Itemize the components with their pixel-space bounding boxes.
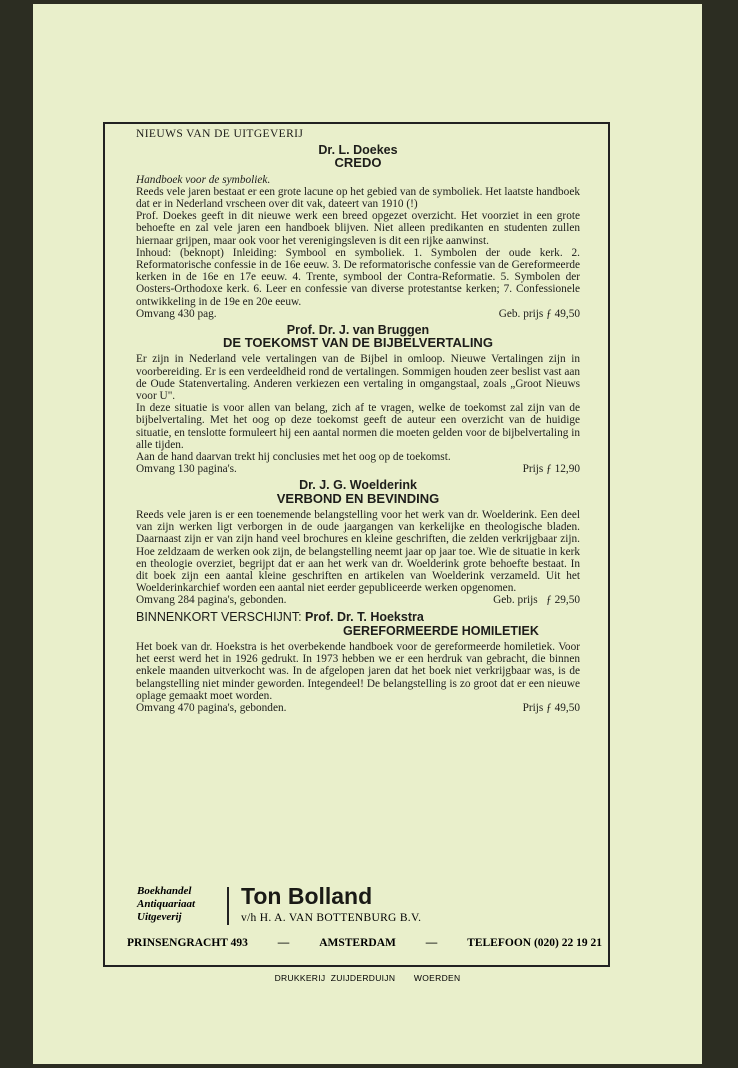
address-line xyxy=(127,937,602,949)
forthcoming-author: Prof. Dr. T. Hoekstra xyxy=(305,609,424,624)
book-title: VERBOND EN BEVINDING xyxy=(276,490,440,506)
book-meta xyxy=(136,463,580,475)
page xyxy=(33,4,702,1064)
forthcoming-extent: Omvang 470 pagina's, gebonden. xyxy=(136,701,287,714)
imprint-divider xyxy=(227,887,229,925)
bookshop-imprint xyxy=(137,885,597,929)
advert-content xyxy=(136,128,580,718)
forthcoming-description: Het boek van dr. Hoekstra is het overbekende handboek voor de gereformeerde homiletiek. Voor het eerst werd het in 1926 gedrukt. In 1973 hebben we er een herdruk van gebracht, die binnen enkele maanden uitverkocht was. In de afgelopen jaren dat het boek niet verkrijgbaar was, is de belangstelling niet minder geworden. Integendeel! De belangstelling is zo groot dat er een nieuwe oplage gemaakt moet worden. xyxy=(136,640,580,702)
book-description: Reeds vele jaren is er een toenemende belangstelling voor het werk van dr. Woelderink. Een deel van zijn werken ligt verborgen in de oude jaargangen van kerkelijke en theologische bladen. Daarnaast zijn er van zijn hand veel brochures en kleine geschriften, die zelden verkrijgbaar zijn. Hoe zeldzaam de werken ook zijn, de belangstelling neemt jaar op jaar toe. Wie de situatie in kerk en theologie overziet, begrijpt dat er aan het werk van dr. Woelderink grote behoefte bestaat. In dit boek zijn een aantal kleine geschriften en artikelen van Woelderink verzameld. Uit het Woelderinkarchief worden een aantal niet eerder gepubliceerde werken opgenomen. xyxy=(136,508,580,595)
bookshop-label: Uitgeverij xyxy=(137,911,182,923)
bookshop-label: Antiquariaat xyxy=(137,898,196,910)
book-author: Prof. Dr. J. van Bruggen xyxy=(286,323,430,338)
bookshop-subtitle: v/h H. A. VAN BOTTENBURG B.V. xyxy=(241,912,422,924)
bookshop-label: Boekhandel xyxy=(137,885,192,897)
book-description: Er zijn in Nederland vele vertalingen van de Bijbel in omloop. Nieuwe Vertalingen zijn in voorbereiding. Er is een verdeeldheid rond de vertalingen. Sommigen houden zeer beslist vast aan de Oude Statenvertaling. Anderen verkiezen een vertaling in omgangstaal, zoals „Groot Nieuws voor U". In deze situatie is voor allen van belang, zich af te vragen, welke de toekomst zal zijn van de bijbelvertaling. Met het oog op deze toekomst geeft de auteur een overzicht van de huidige situatie, en tenslotte formuleert hij een aantal normen die moeten gelden voor de bijbelvertaling in alle tijden. Aan de hand daarvan trekt hij conclusies met het oog op de toekomst. xyxy=(136,353,580,464)
book-price: Prijs ƒ 12,90 xyxy=(522,463,580,476)
book-extent: Omvang 430 pag. xyxy=(136,307,217,320)
book-title: CREDO xyxy=(334,155,382,171)
printer-credit: DRUKKERIJ ZUIJDERDUIJN WOERDEN xyxy=(274,973,461,983)
book-author: Dr. J. G. Woelderink xyxy=(299,478,417,493)
book-extent: Omvang 284 pagina's, gebonden. xyxy=(136,594,287,607)
bookshop-name: Ton Bolland xyxy=(241,883,373,909)
book-verbond xyxy=(136,479,580,606)
forthcoming-heading xyxy=(136,611,580,623)
book-author: Dr. L. Doekes xyxy=(318,143,398,158)
book-meta xyxy=(136,594,580,606)
book-price: Geb. prijs ƒ 29,50 xyxy=(493,594,580,607)
rubric: NIEUWS VAN DE UITGEVERIJ xyxy=(136,128,304,140)
forthcoming-section xyxy=(136,611,580,715)
address-street: PRINSENGRACHT 493 xyxy=(127,937,248,949)
book-meta xyxy=(136,308,580,320)
forthcoming-meta xyxy=(136,702,580,714)
book-price: Geb. prijs ƒ 49,50 xyxy=(498,307,580,320)
forthcoming-price: Prijs ƒ 49,50 xyxy=(522,701,580,714)
address-phone: TELEFOON (020) 22 19 21 xyxy=(467,937,602,949)
address-dash: — xyxy=(425,937,438,949)
book-extent: Omvang 130 pagina's. xyxy=(136,463,237,476)
book-title: DE TOEKOMST VAN DE BIJBELVERTALING xyxy=(223,335,493,351)
forthcoming-title: GEREFORMEERDE HOMILETIEK xyxy=(343,623,539,638)
book-bijbelvertaling xyxy=(136,324,580,475)
book-description: Reeds vele jaren bestaat er een grote lacune op het gebied van de symboliek. Het laatste handboek dat er in Nederland vrscheen over dit vak, dateert van 1910 (!) Prof. Doekes geeft in dit nieuwe werk een breed opgezet overzicht. Het voorziet in een grote behoefte en zal vele jaren een handboek blijven. Niet alleen predikanten en studenten zullen hiernaar grijpen, maar ook voor het verenigingsleven is dit een rijke aanwinst. Inhoud: (beknopt) Inleiding: Symbool en symboliek. 1. Symbolen der oude kerk. 2. Reformatorische confessie in de 16e eeuw. 3. De reformatorische confessie van de Gereformeerde kerken in de 16e en 17e eeuw. 4. Trente, symbool der Contra-Reformatie. 5. Symbolen der Oosters-Orthodoxe kerk. 6. Leer en confessie van diverse protestantse kerken; 7. Confessionele ontwikkeling in de 19e en 20e eeuw. xyxy=(136,185,580,308)
address-city: AMSTERDAM xyxy=(319,937,396,949)
bookshop-labels xyxy=(137,885,223,924)
forthcoming-label: BINNENKORT VERSCHIJNT: xyxy=(136,609,302,624)
book-subtitle: Handboek voor de symboliek. xyxy=(136,173,271,186)
book-credo xyxy=(136,144,580,320)
address-dash: — xyxy=(277,937,290,949)
